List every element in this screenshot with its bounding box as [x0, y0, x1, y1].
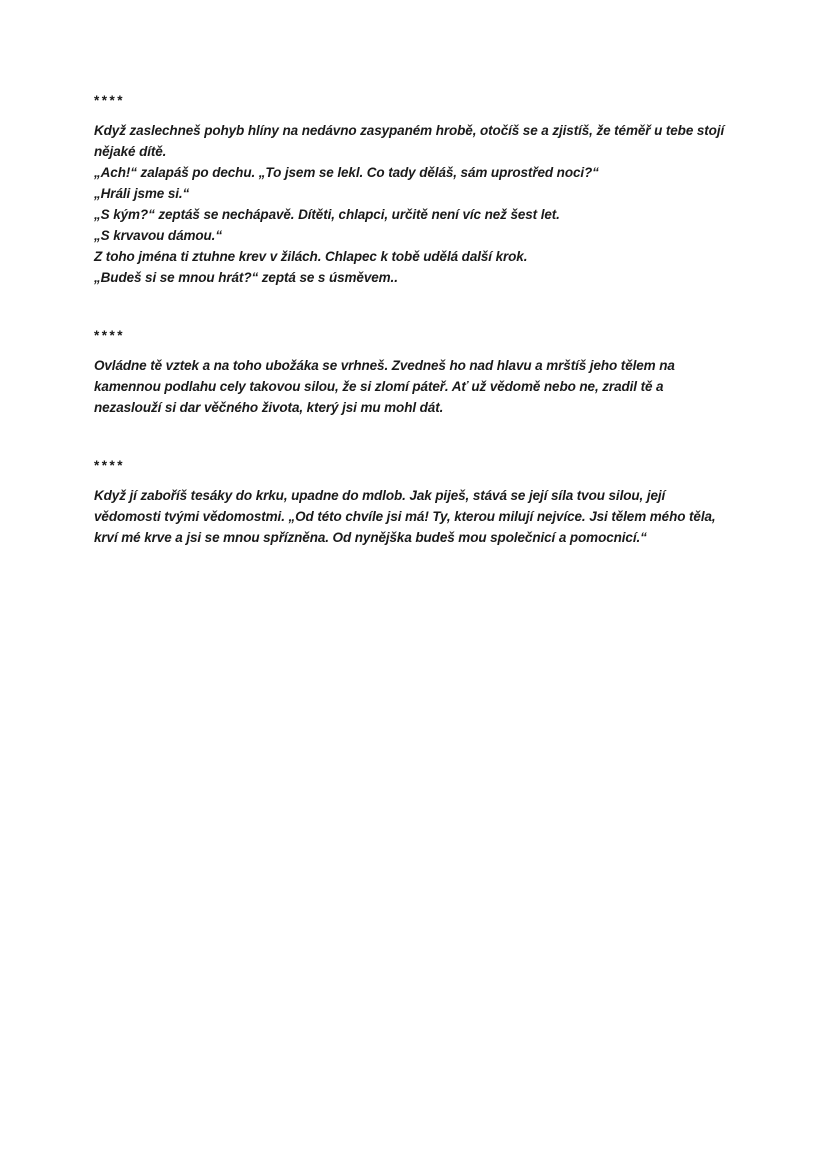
text-line: „S krvavou dámou.“ — [94, 228, 222, 243]
section-break-marker: **** — [94, 93, 126, 108]
paragraph-block — [94, 355, 725, 418]
paragraph-block — [94, 120, 725, 288]
section-break-marker: **** — [94, 458, 126, 473]
text-line: nějaké dítě. — [94, 144, 167, 159]
text-line: krví mé krve a jsi se mnou spřízněna. Od nynějška budeš mou společnicí a pomocnicí.“ — [94, 530, 647, 545]
text-line: „S kým?“ zeptáš se nechápavě. Dítěti, chlapci, určitě není víc než šest let. — [94, 207, 560, 222]
text-line: „Ach!“ zalapáš po dechu. „To jsem se lekl. Co tady děláš, sám uprostřed noci?“ — [94, 165, 599, 180]
text-line: Když jí zaboříš tesáky do krku, upadne do mdlob. Jak piješ, stává se její síla tvou silou, její — [94, 488, 666, 503]
text-section-1 — [94, 90, 725, 288]
text-line: vědomosti tvými vědomostmi. „Od této chvíle jsi má! Ty, kterou milují nejvíce. Jsi tělem mého těla, — [94, 509, 716, 524]
text-line: „Budeš si se mnou hrát?“ zeptá se s úsměvem.. — [94, 270, 398, 285]
text-line: kamennou podlahu cely takovou silou, že si zlomí páteř. Ať už vědomě nebo ne, zradil tě a — [94, 379, 664, 394]
text-section-2 — [94, 325, 725, 418]
text-line: Když zaslechneš pohyb hlíny na nedávno zasypaném hrobě, otočíš se a zjistíš, že téměř u tebe stojí — [94, 123, 725, 138]
text-section-3 — [94, 455, 725, 548]
text-line: „Hráli jsme si.“ — [94, 186, 190, 201]
section-break-marker: **** — [94, 328, 126, 343]
text-line: nezaslouží si dar věčného života, který jsi mu mohl dát. — [94, 400, 444, 415]
text-line: Z toho jména ti ztuhne krev v žilách. Chlapec k tobě udělá další krok. — [94, 249, 528, 264]
paragraph-block — [94, 485, 725, 548]
text-line: Ovládne tě vztek a na toho ubožáka se vrhneš. Zvedneš ho nad hlavu a mrštíš jeho tělem na — [94, 358, 675, 373]
